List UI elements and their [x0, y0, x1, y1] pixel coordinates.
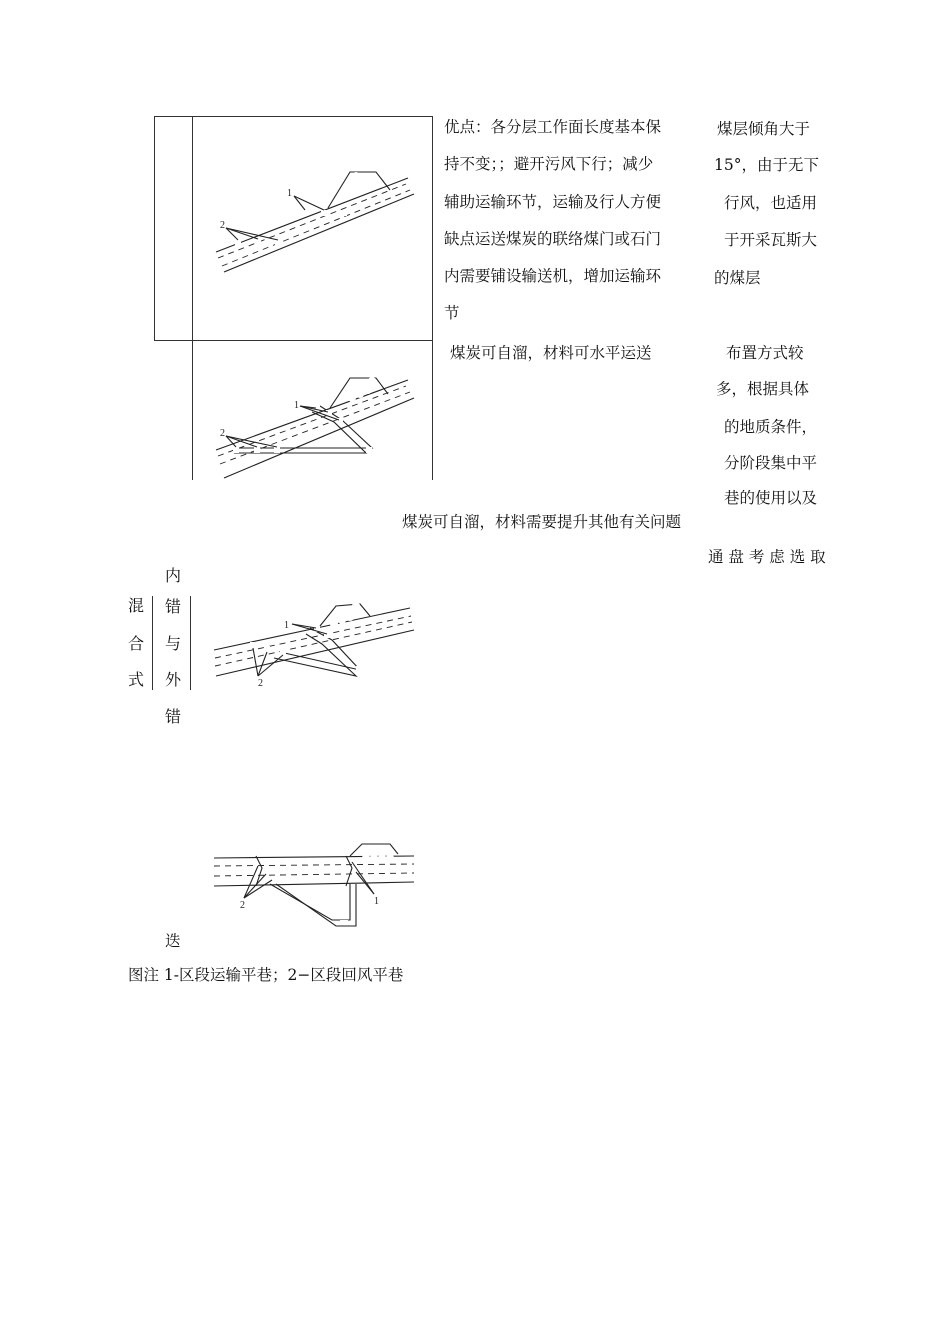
row3-subtype-char-3: 与: [165, 634, 182, 653]
row3-conditions: 通 盘 考 虑 选 取: [708, 548, 826, 566]
diagram-row2: [200, 372, 420, 482]
row3-features: 煤炭可自溜，材料需要提升其他有关问题: [402, 513, 682, 531]
diagram-row1-label-2: 2: [220, 220, 225, 231]
row1-features-line-3: 辅助运输环节，运输及行人方便: [444, 193, 662, 211]
row4-trailing-char: 迭: [165, 932, 181, 950]
figure-caption: 图注 1-区段运输平巷；2−区段回风平巷: [128, 966, 404, 984]
diagram-row1: [200, 160, 420, 280]
row1-features-line-2: 持不变；；避开污风下行；减少: [444, 155, 654, 173]
diagram-row4-label-2: 2: [240, 900, 245, 911]
row2-features: 煤炭可自溜，材料可水平运送: [450, 344, 652, 362]
row3-category-char-2: 合: [128, 634, 145, 653]
row1-features-line-5: 内需要铺设输送机，增加运输环: [444, 267, 662, 285]
row3-subtype-divider: [190, 596, 191, 690]
table-border-right: [432, 116, 433, 480]
diagram-row2-label-2: 2: [220, 428, 225, 439]
row1-conditions-line-4: 于开采瓦斯大: [724, 231, 818, 249]
row1-features-line-4: 缺点运送煤炭的联络煤门或石门: [444, 230, 662, 248]
row2-conditions-line-3: 的地质条件，: [724, 418, 818, 436]
table-border-left: [154, 116, 155, 340]
row3-category-char-3: 式: [128, 670, 145, 689]
diagram-row3-label-1: 1: [284, 620, 289, 631]
row2-conditions-line-5: 巷的使用以及: [724, 489, 818, 507]
row1-conditions-line-1: 煤层倾角大于: [717, 120, 811, 138]
row1-conditions-line-2: 15°，由于无下: [714, 156, 819, 174]
row1-conditions-line-5: 的煤层: [714, 269, 761, 287]
row3-category-divider: [152, 596, 153, 690]
row1-features-line-1: 优点：各分层工作面长度基本保: [444, 118, 662, 136]
table-divider-horizontal: [154, 340, 432, 341]
diagram-row4-label-1: 1: [374, 896, 379, 907]
row3-subtype-char-4: 外: [165, 670, 182, 689]
diagram-row3-label-2: 2: [258, 678, 263, 689]
table-border-top: [154, 116, 432, 117]
table-divider-vertical: [192, 116, 193, 480]
row3-subtype-char-2: 错: [165, 597, 182, 616]
row2-conditions-line-4: 分阶段集中平: [724, 454, 818, 472]
diagram-row1-label-1: 1: [287, 188, 292, 199]
row2-conditions-line-1: 布置方式较: [726, 344, 804, 362]
row1-features-line-6: 节: [444, 304, 460, 322]
diagram-row4: [210, 838, 420, 933]
diagram-row2-label-1: 1: [294, 400, 299, 411]
row3-subtype-char-5: 错: [165, 707, 182, 726]
diagram-row3: [210, 600, 420, 690]
row1-conditions-line-3: 行风，也适用: [724, 194, 818, 212]
row2-conditions-line-2: 多，根据具体: [716, 380, 810, 398]
row3-subtype-char-1: 内: [165, 566, 182, 585]
row3-category-char-1: 混: [128, 596, 145, 615]
